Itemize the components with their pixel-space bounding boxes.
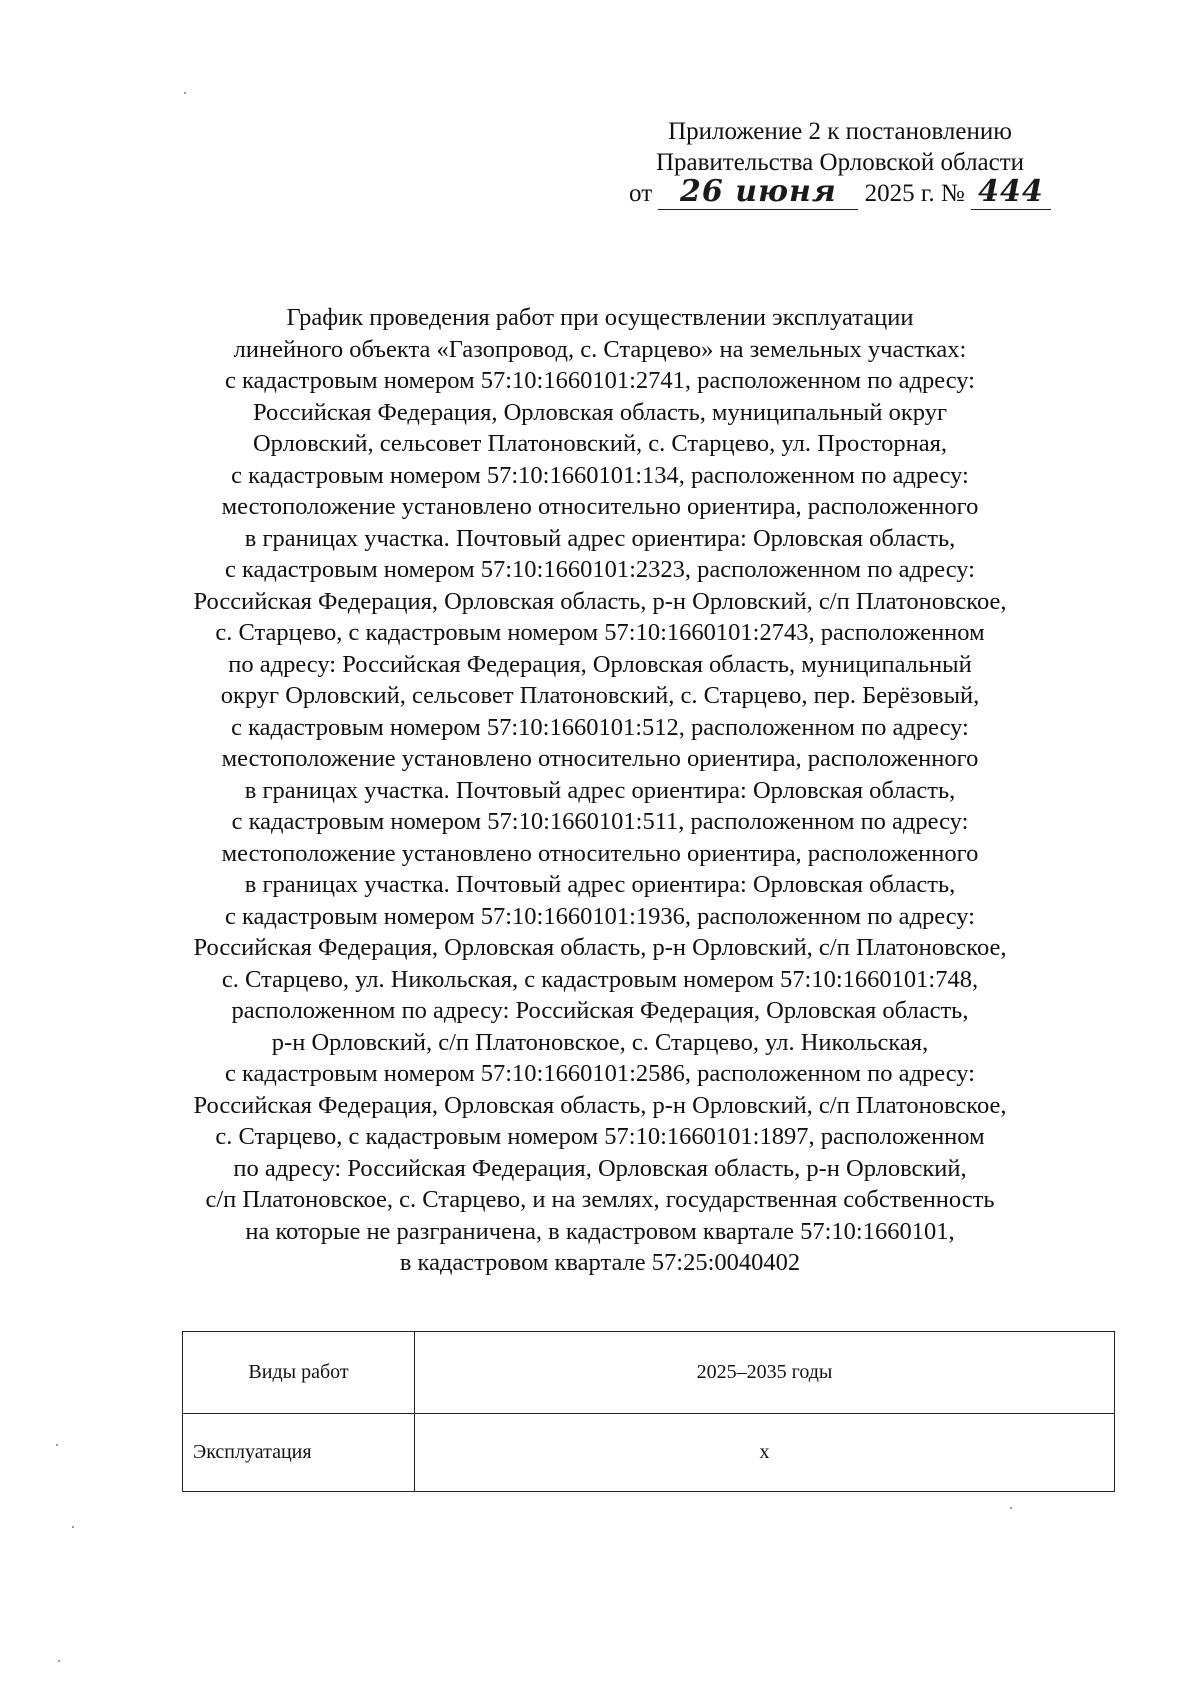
title-line: Российская Федерация, Орловская область, р-н Орловский, с/п Платоновское, (193, 587, 1007, 615)
title-line: расположенном по адресу: Российская Федерация, Орловская область, (231, 997, 969, 1024)
work-schedule-table (182, 1331, 1115, 1492)
title-line: с. Старцево, с кадастровым номером 57:10:1660101:1897, расположенном (215, 1123, 985, 1150)
title-line: местоположение установлено относительно ориентира, расположенного (221, 493, 979, 520)
title-line: с кадастровым номером 57:10:1660101:2586, расположенном по адресу: (224, 1060, 975, 1087)
handwritten-number-field (971, 174, 1051, 210)
title-line: по адресу: Российская Федерация, Орловская область, муниципальный (228, 650, 972, 678)
title-line: Российская Федерация, Орловская область, муниципальный округ (252, 398, 948, 426)
scan-speck (72, 1526, 74, 1528)
title-line: Орловский, сельсовет Платоновский, с. Старцево, ул. Просторная, (252, 430, 948, 457)
title-line: по адресу: Российская Федерация, Орловская область, р-н Орловский, (233, 1154, 967, 1182)
header-years: 2025–2035 годы (415, 1332, 1115, 1414)
title-line: График проведения работ при осуществлении эксплуатации (286, 304, 914, 331)
handwritten-number: 444 (978, 174, 1044, 209)
scan-speck (58, 1660, 60, 1662)
title-line: местоположение установлено относительно ориентира, расположенного (221, 839, 979, 867)
title-line: местоположение установлено относительно ориентира, расположенного (221, 745, 979, 772)
title-line: округ Орловский, сельсовет Платоновский, с. Старцево, пер. Берёзовый, (220, 682, 980, 709)
title-line: с. Старцево, с кадастровым номером 57:10:1660101:2743, расположенном (215, 619, 985, 646)
document-title (140, 302, 1060, 1279)
title-line: с кадастровым номером 57:10:1660101:2741, расположенном по адресу: (224, 367, 975, 394)
scan-speck (56, 1444, 58, 1446)
title-line: Российская Федерация, Орловская область, р-н Орловский, с/п Платоновское, (193, 1091, 1007, 1119)
title-line: на которые не разграничена, в кадастровом квартале 57:10:1660101, (245, 1217, 955, 1245)
appendix-date-line (620, 174, 1060, 210)
title-line: в границах участка. Почтовый адрес ориентира: Орловская область, (244, 524, 956, 552)
title-line: с/п Платоновское, с. Старцево, и на землях, государственная собственность (205, 1186, 995, 1213)
title-line: в границах участка. Почтовый адрес ориентира: Орловская область, (244, 776, 956, 804)
scan-speck (184, 92, 186, 94)
appendix-header (620, 116, 1060, 210)
appendix-line-2: Правительства Орловской области (655, 149, 1025, 176)
title-line: с кадастровым номером 57:10:1660101:511, расположенном по адресу: (231, 808, 969, 835)
title-line: с кадастровым номером 57:10:1660101:1936, расположенном по адресу: (224, 902, 975, 930)
appendix-line-1: Приложение 2 к постановлению (668, 118, 1012, 145)
title-line: с кадастровым номером 57:10:1660101:512, расположенном по адресу: (231, 713, 969, 741)
year-number-label: 2025 г. № (864, 180, 965, 207)
row-mark: x (415, 1414, 1115, 1492)
title-line: р-н Орловский, с/п Платоновское, с. Старцево, ул. Никольская, (271, 1028, 929, 1056)
scan-speck (1010, 1507, 1012, 1509)
table-header-row (183, 1332, 1115, 1414)
title-line: в кадастровом квартале 57:25:0040402 (399, 1249, 801, 1276)
date-prefix: от (629, 180, 653, 207)
title-line: Российская Федерация, Орловская область, р-н Орловский, с/п Платоновское, (193, 934, 1007, 961)
title-line: с. Старцево, ул. Никольская, с кадастровым номером 57:10:1660101:748, (221, 965, 979, 993)
title-line: линейного объекта «Газопровод, с. Старцево» на земельных участках: (233, 335, 967, 363)
header-work-types: Виды работ (183, 1332, 415, 1414)
row-work-type: Эксплуатация (183, 1414, 415, 1492)
handwritten-date: 26 июня (680, 174, 837, 209)
title-line: с кадастровым номером 57:10:1660101:134, расположенном по адресу: (231, 461, 969, 489)
title-line: в границах участка. Почтовый адрес ориентира: Орловская область, (244, 871, 956, 898)
handwritten-date-field (658, 174, 858, 210)
table-row (183, 1414, 1115, 1492)
title-line: с кадастровым номером 57:10:1660101:2323, расположенном по адресу: (224, 556, 975, 583)
